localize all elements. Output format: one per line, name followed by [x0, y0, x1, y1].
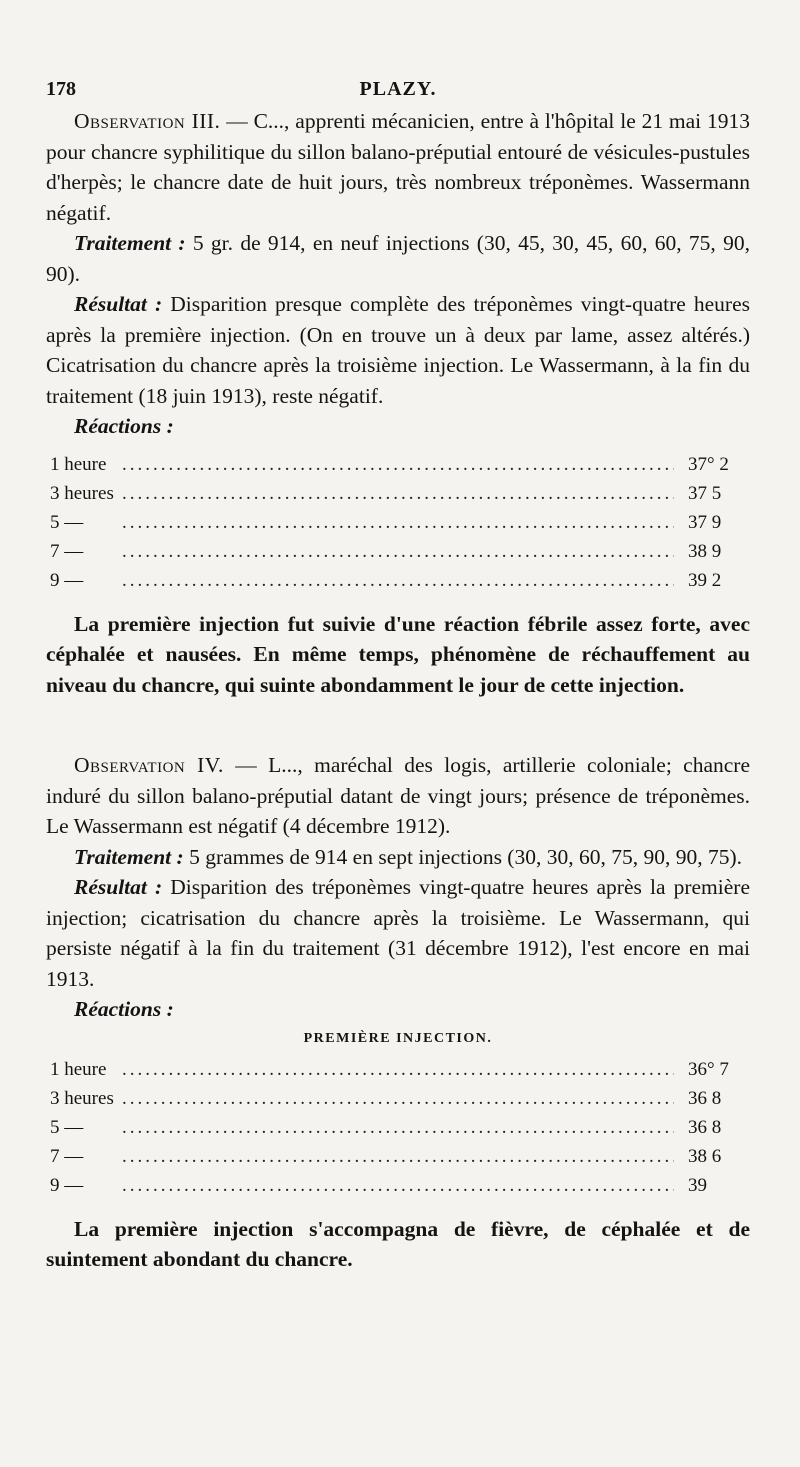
obs4-subheading: PREMIÈRE INJECTION.	[303, 1030, 493, 1046]
obs3-result: Disparition presque complète des tréponèmes vingt-quatre heures après la première injection. (On en trouve un à deux par lame, assez altérés.) Cicatrisation du chancre après la troisième injection. Le Wassermann, à la fin du traitement (18 juin 1913), reste négatif.	[46, 292, 750, 408]
dot-leader	[122, 566, 674, 595]
page-number: 178	[46, 78, 76, 100]
reaction-temperature: 36 8	[688, 1116, 722, 1138]
table-row	[50, 1055, 750, 1084]
dot-leader	[122, 537, 674, 566]
obs3-label: Observation III.	[74, 109, 221, 133]
reaction-time: 5 —	[50, 511, 84, 533]
obs4-treatment-paragraph	[46, 842, 750, 873]
reaction-time: 7 —	[50, 540, 84, 562]
dot-leader	[122, 1171, 674, 1200]
obs3-reactions-heading	[46, 411, 750, 442]
obs3-result-label: Résultat :	[74, 292, 163, 316]
obs4-reactions-table	[46, 1055, 750, 1200]
running-head	[46, 66, 750, 106]
reaction-temperature: 37° 2	[688, 453, 729, 475]
table-row	[50, 566, 750, 595]
reaction-time: 9 —	[50, 1174, 84, 1196]
table-row	[50, 1113, 750, 1142]
obs3-intro: — C..., apprenti mécanicien, entre à l'hôpital le 21 mai 1913 pour chancre syphilitique du sillon balano-préputial entouré de vésicules-pustules d'herpès; le chancre date de huit jours, très nombreux tréponèmes. Wassermann négatif.	[46, 109, 750, 225]
obs4-treatment-label: Traitement :	[74, 844, 184, 869]
observation-3	[46, 106, 750, 700]
reaction-time: 3 heures	[50, 1087, 114, 1109]
section-spacer	[46, 700, 750, 750]
reaction-time: 1 heure	[50, 1058, 107, 1080]
dot-leader	[122, 479, 674, 508]
obs3-treatment-paragraph	[46, 228, 750, 289]
obs3-result-paragraph	[46, 289, 750, 411]
running-title: PLAZY.	[359, 78, 437, 100]
obs4-intro-paragraph	[46, 750, 750, 842]
spacer	[46, 595, 750, 609]
obs4-reactions-heading	[46, 994, 750, 1025]
dot-leader	[122, 450, 674, 479]
obs3-treatment-label: Traitement :	[74, 231, 186, 255]
reaction-time: 1 heure	[50, 453, 107, 475]
obs4-label: Observation IV.	[74, 753, 224, 777]
reaction-time: 9 —	[50, 569, 84, 591]
obs3-intro-paragraph	[46, 106, 750, 228]
obs4-closing: La première injection s'accompagna de fièvre, de céphalée et de suintement abondant du chancre.	[46, 1216, 750, 1271]
table-row	[50, 479, 750, 508]
obs3-treatment: 5 gr. de 914, en neuf injections (30, 45, 30, 45, 60, 60, 75, 90, 90).	[46, 231, 750, 286]
dot-leader	[122, 1113, 674, 1142]
observation-4	[46, 750, 750, 1275]
obs3-reactions-label: Réactions :	[74, 414, 174, 438]
reaction-temperature: 37 9	[688, 511, 722, 533]
reaction-temperature: 36 8	[688, 1087, 722, 1109]
table-row	[50, 1084, 750, 1113]
table-row	[50, 1142, 750, 1171]
reaction-temperature: 38 9	[688, 540, 722, 562]
reaction-temperature: 39 2	[688, 569, 722, 591]
reaction-time: 7 —	[50, 1145, 84, 1167]
table-row	[50, 537, 750, 566]
dot-leader	[122, 508, 674, 537]
obs4-reactions-label: Réactions :	[74, 997, 174, 1021]
table-row	[50, 508, 750, 537]
dot-leader	[122, 1084, 674, 1113]
reaction-time: 5 —	[50, 1116, 84, 1138]
table-row	[50, 450, 750, 479]
dot-leader	[122, 1055, 674, 1084]
obs3-closing: La première injection fut suivie d'une réaction fébrile assez forte, avec céphalée et nausées. En même temps, phénomène de réchauffement au niveau du chancre, qui suinte abondamment le jour de cette injection.	[46, 611, 750, 697]
obs3-reactions-table	[46, 450, 750, 595]
spacer	[46, 1200, 750, 1214]
obs4-result-paragraph	[46, 872, 750, 994]
obs4-treatment: 5 grammes de 914 en sept injections (30, 30, 60, 75, 90, 90, 75).	[183, 844, 743, 869]
obs4-result-label: Résultat :	[74, 875, 163, 899]
table-row	[50, 1171, 750, 1200]
reaction-time: 3 heures	[50, 482, 114, 504]
obs4-result: Disparition des tréponèmes vingt-quatre heures après la première injection; cicatrisation du chancre après la troisième. Le Wassermann, qui persiste négatif à la fin du traitement (31 décembre 1912), l'est encore en mai 1913.	[46, 875, 750, 991]
reaction-temperature: 36° 7	[688, 1058, 729, 1080]
reaction-temperature: 38 6	[688, 1145, 722, 1167]
reaction-temperature: 39	[688, 1174, 707, 1196]
obs4-intro: — L..., maréchal des logis, artillerie coloniale; chancre induré du sillon balano-préputial datant de vingt jours; présence de tréponèmes. Le Wassermann est négatif (4 décembre 1912).	[46, 753, 750, 838]
dot-leader	[122, 1142, 674, 1171]
reaction-temperature: 37 5	[688, 482, 722, 504]
